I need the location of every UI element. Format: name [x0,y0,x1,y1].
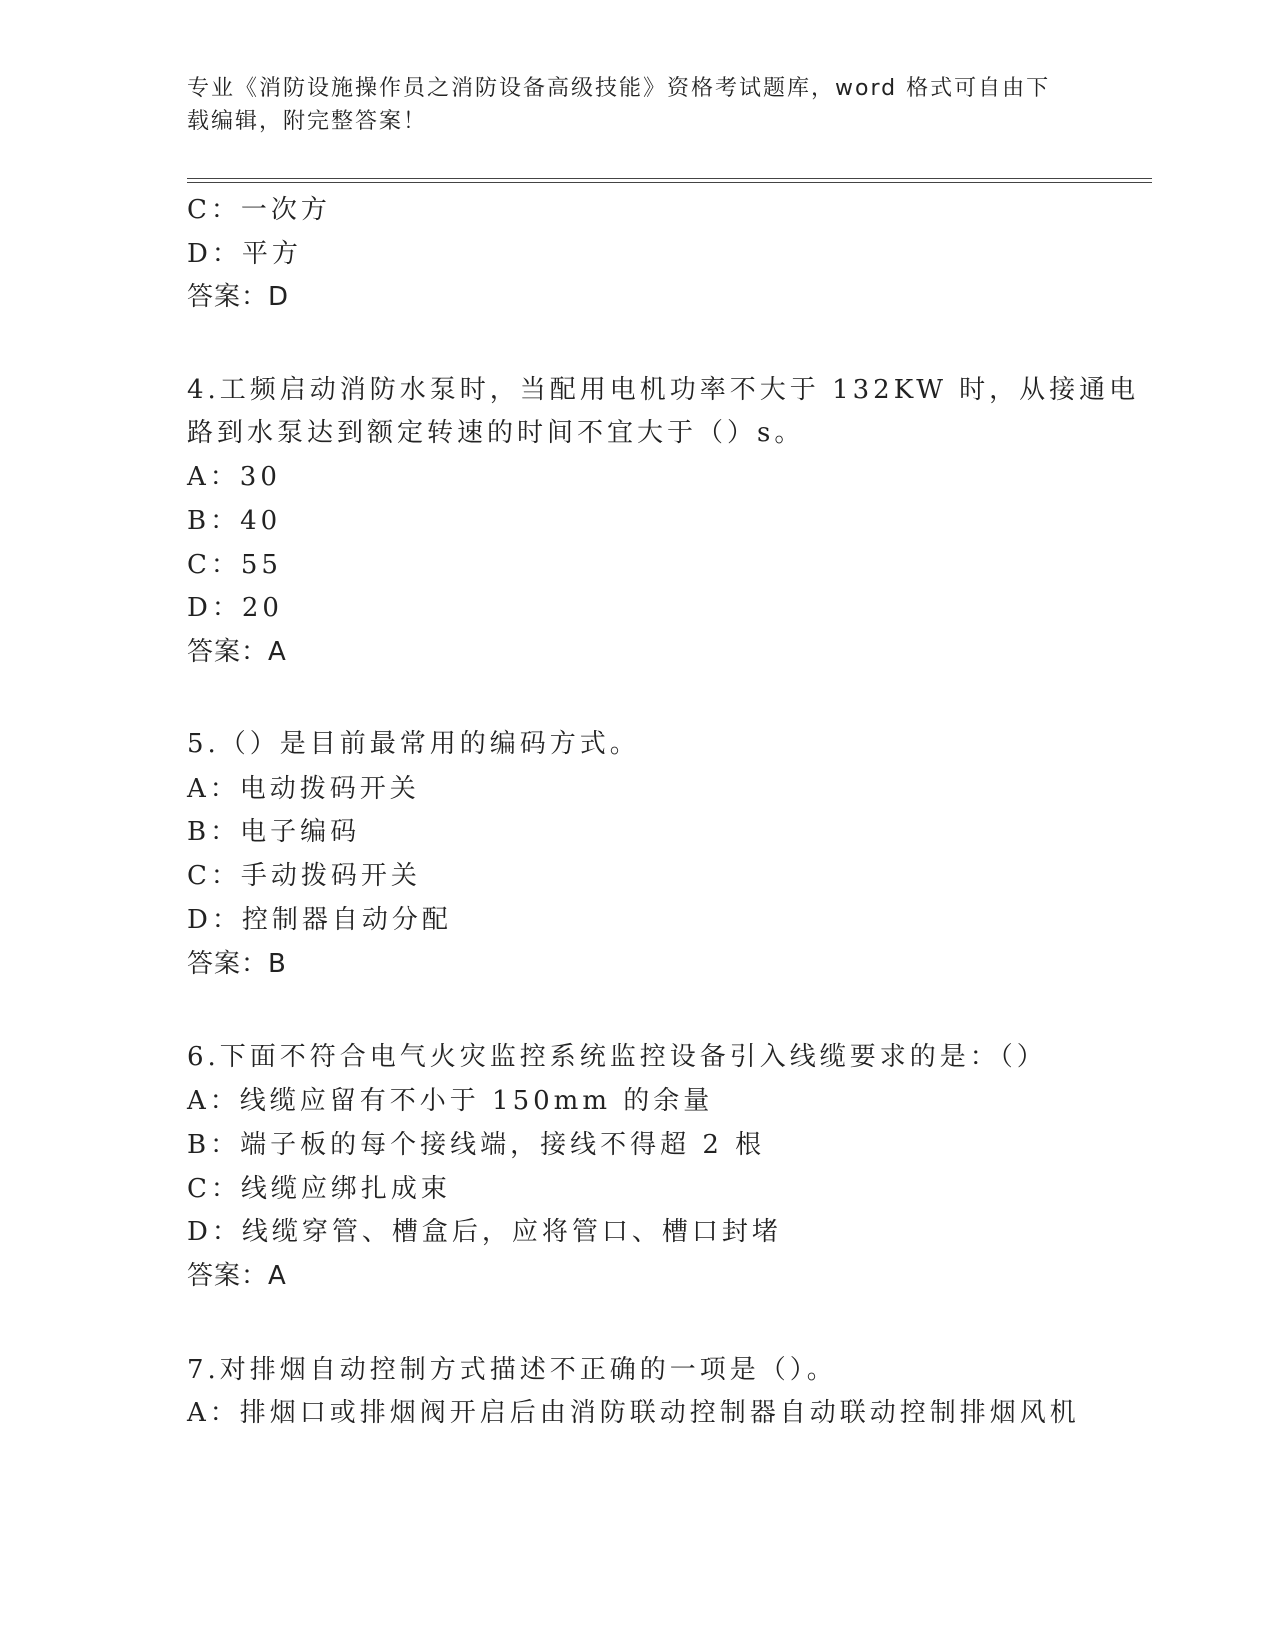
q5-answer: 答案：B [187,949,287,979]
q6-option-c: C：线缆应绑扎成束 [187,1174,451,1204]
header-line-2: 载编辑，附完整答案！ [187,109,428,134]
q4-option-a: A：30 [187,462,281,492]
q6-option-b: B：端子板的每个接线端，接线不得超 2 根 [187,1130,766,1160]
q3-option-c: C：一次方 [187,195,331,225]
q4-stem-line-1: 4.工频启动消防水泵时，当配用电机功率不大于 132KW 时，从接通电 [187,375,1140,405]
q3-option-d: D：平方 [187,239,302,269]
q4-answer: 答案：A [187,637,287,667]
q6-option-d: D：线缆穿管、槽盒后，应将管口、槽口封堵 [187,1217,782,1247]
header-line-1: 专业《消防设施操作员之消防设备高级技能》资格考试题库，word 格式可自由下 [187,76,1051,101]
q7-option-a: A：排烟口或排烟阀开启后由消防联动控制器自动联动控制排烟风机 [187,1398,1080,1428]
q4-option-b: B：40 [187,506,282,536]
q5-option-b: B：电子编码 [187,817,361,847]
q5-option-d: D：控制器自动分配 [187,905,452,935]
q7-stem: 7.对排烟自动控制方式描述不正确的一项是（）。 [187,1355,837,1385]
q6-answer: 答案：A [187,1261,287,1291]
q5-option-a: A：电动拨码开关 [187,774,420,804]
q5-option-c: C：手动拨码开关 [187,861,421,891]
q5-stem: 5.（）是目前最常用的编码方式。 [187,729,640,759]
q6-option-a: A：线缆应留有不小于 150mm 的余量 [187,1086,714,1116]
document-header [187,72,1067,138]
q3-answer: 答案：D [187,282,290,312]
header-divider-bottom [187,182,1152,183]
q6-stem: 6.下面不符合电气火灾监控系统监控设备引入线缆要求的是：（） [187,1042,1047,1072]
q4-option-c: C：55 [187,550,282,580]
header-divider-top [187,178,1152,179]
q4-option-d: D：20 [187,593,283,623]
q4-stem-line-2: 路到水泵达到额定转速的时间不宜大于（）s。 [187,418,805,448]
